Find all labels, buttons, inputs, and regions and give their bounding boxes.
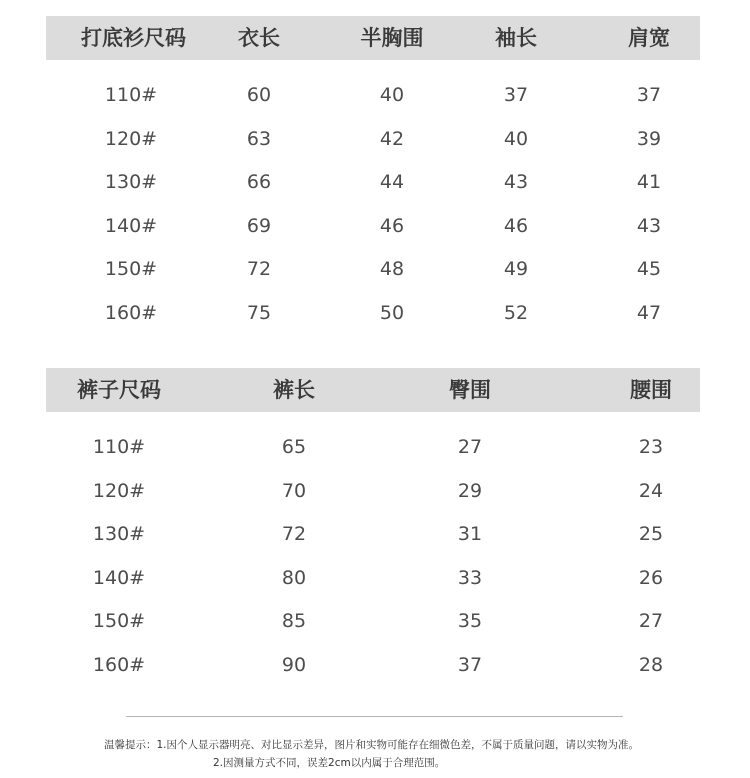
cell-sleeve: 46 [503,214,529,237]
header-hip: 臀围 [449,378,491,402]
cell-waist: 25 [638,523,664,546]
cell-shoulder: 41 [636,171,662,194]
cell-pants-length: 72 [281,523,307,546]
cell-waist: 26 [638,566,664,589]
header-length: 衣长 [238,26,280,50]
cell-size: 140# [104,214,158,237]
cell-waist: 23 [638,436,664,458]
header-half-chest: 半胸围 [360,26,424,50]
cell-pants-length: 85 [281,610,307,633]
table-row [46,513,700,557]
cell-shoulder: 47 [636,301,662,324]
cell-size: 150# [92,610,146,633]
shirt-size-table [46,16,700,324]
cell-hip: 35 [457,610,483,633]
footer-note-1: 温馨提示：1.因个人显示器明亮、对比显示差异，图片和实物可能存在细微色差，不属于质量问题，请以实物为准。 [104,739,640,751]
cell-size: 130# [104,171,158,194]
cell-size: 120# [104,127,158,150]
cell-half-chest: 42 [379,127,405,150]
cell-shoulder: 45 [636,258,662,281]
header-sleeve: 袖长 [495,26,537,50]
pants-table-body [46,426,700,688]
shirt-table-body [46,74,700,336]
cell-half-chest: 46 [379,214,405,237]
shirt-table-header [46,16,700,60]
cell-size: 130# [92,523,146,546]
cell-size: 140# [92,566,146,589]
cell-hip: 27 [457,436,483,458]
table-row [46,161,700,205]
cell-pants-length: 90 [281,653,307,676]
table-row [46,205,700,249]
header-shirt-size: 打底衫尺码 [81,26,186,50]
header-waist: 腰围 [630,378,672,402]
cell-waist: 24 [638,479,664,502]
table-row [46,248,700,292]
cell-hip: 31 [457,523,483,546]
cell-half-chest: 48 [379,258,405,281]
cell-half-chest: 44 [379,171,405,194]
cell-size: 110# [104,84,158,106]
table-row [46,557,700,601]
cell-length: 60 [246,84,272,106]
table-row [46,426,700,470]
table-row [46,600,700,644]
footer-note-2: 2.因测量方式不同，误差2cm以内属于合理范围。 [213,757,446,769]
cell-half-chest: 50 [379,301,405,324]
cell-sleeve: 52 [503,301,529,324]
cell-length: 72 [246,258,272,281]
pants-table-header [46,368,700,412]
cell-half-chest: 40 [379,84,405,106]
cell-sleeve: 37 [503,84,529,106]
cell-waist: 28 [638,653,664,676]
table-row [46,470,700,514]
cell-sleeve: 49 [503,258,529,281]
pants-size-table [46,368,700,676]
cell-shoulder: 37 [636,84,662,106]
cell-length: 75 [246,301,272,324]
cell-size: 110# [92,436,146,458]
table-row [46,644,700,688]
table-row [46,74,700,118]
cell-length: 69 [246,214,272,237]
table-row [46,118,700,162]
cell-length: 63 [246,127,272,150]
cell-hip: 37 [457,653,483,676]
cell-pants-length: 70 [281,479,307,502]
cell-hip: 29 [457,479,483,502]
footer-divider [126,716,623,717]
cell-size: 160# [92,653,146,676]
cell-size: 120# [92,479,146,502]
cell-size: 160# [104,301,158,324]
cell-sleeve: 43 [503,171,529,194]
header-shoulder: 肩宽 [628,26,670,50]
cell-size: 150# [104,258,158,281]
table-row [46,292,700,336]
cell-sleeve: 40 [503,127,529,150]
cell-pants-length: 65 [281,436,307,458]
cell-shoulder: 39 [636,127,662,150]
header-pants-size: 裤子尺码 [77,378,161,402]
cell-waist: 27 [638,610,664,633]
cell-hip: 33 [457,566,483,589]
cell-shoulder: 43 [636,214,662,237]
cell-pants-length: 80 [281,566,307,589]
header-pants-length: 裤长 [273,378,315,402]
cell-length: 66 [246,171,272,194]
